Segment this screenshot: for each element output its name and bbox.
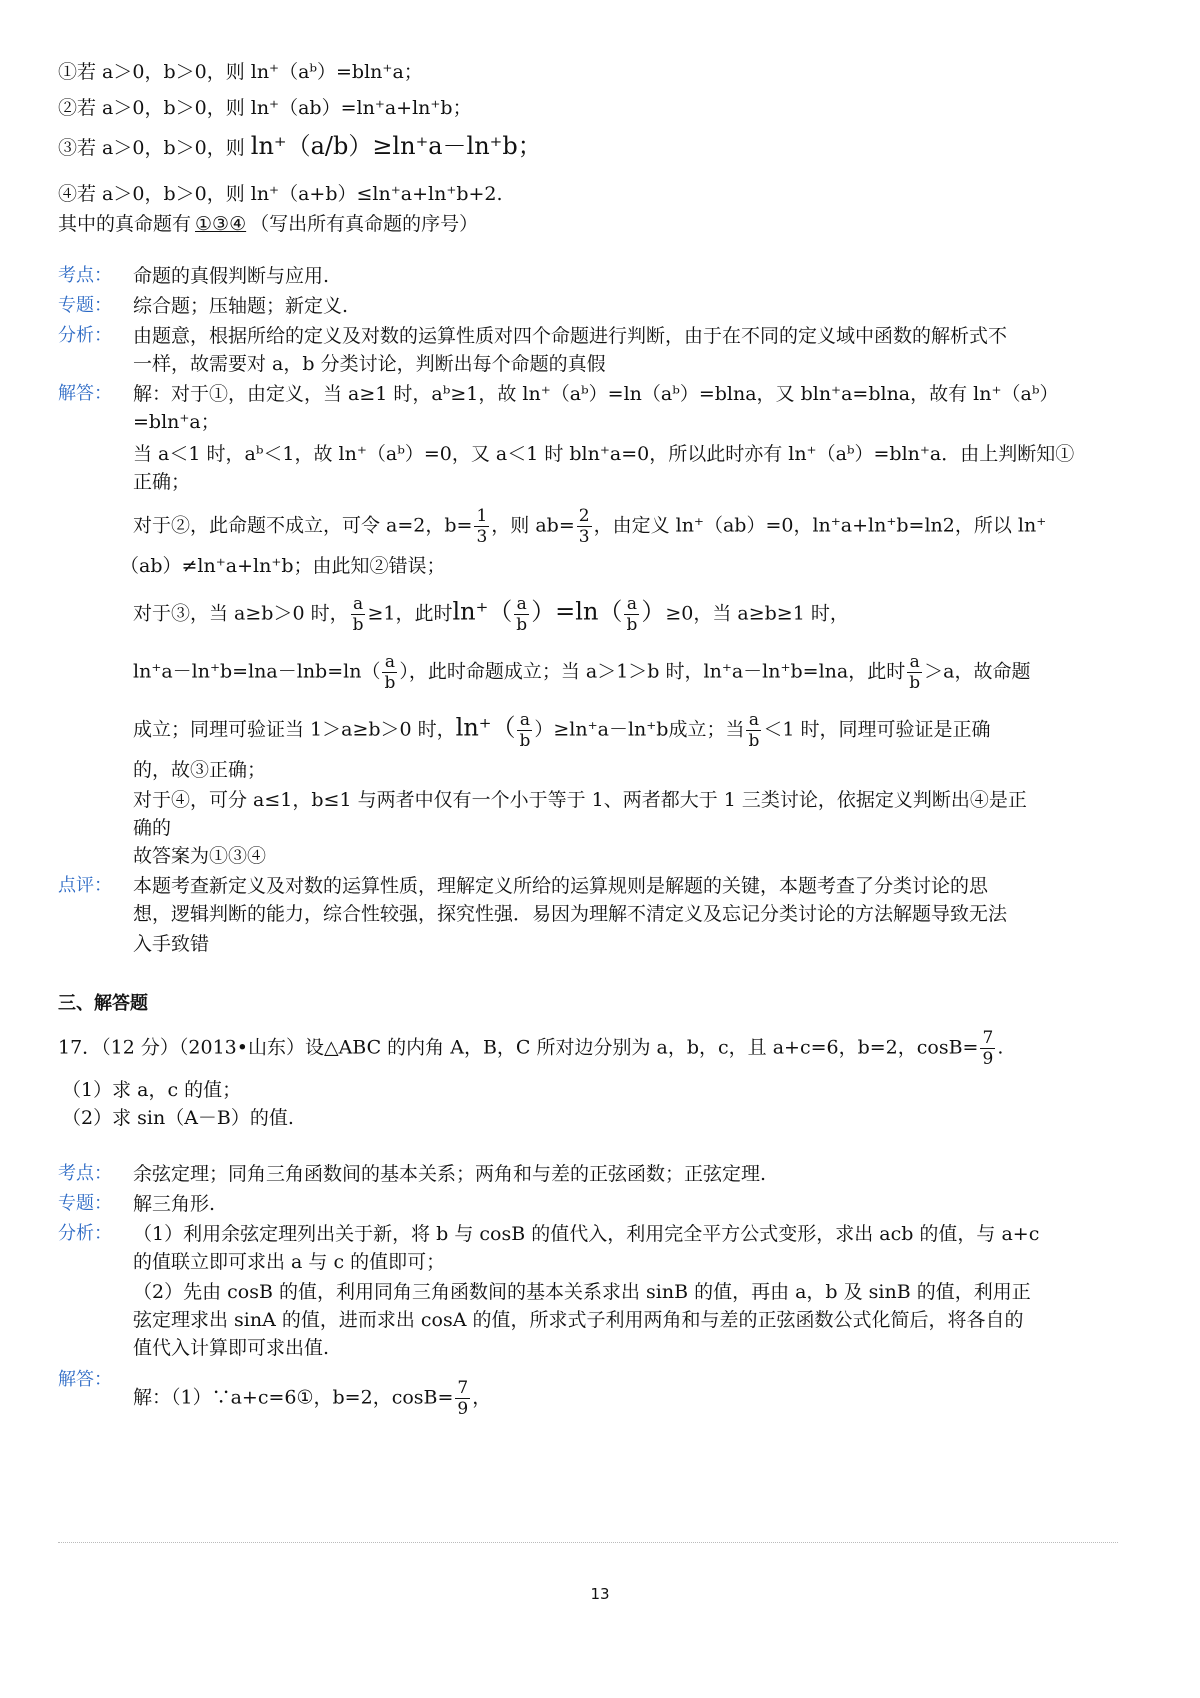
- statement-2: ②若 a＞0，b＞0，则 ln⁺（ab）=ln⁺a+ln⁺b；: [58, 97, 472, 119]
- fraction-a-over-b: [907, 652, 922, 693]
- q17-fenxi-line-1: （1）利用余弦定理列出关于新，将 b 与 cosB 的值代入，利用完全平方公式变形，求出 acb 的值，与 a+c: [133, 1223, 1040, 1245]
- frac-num: a: [351, 594, 366, 615]
- dianping-line-3: 入手致错: [133, 933, 210, 955]
- zhuanti-label: 专题：: [58, 295, 112, 316]
- statement-3: [58, 132, 542, 162]
- jieda-line-9: [133, 710, 991, 751]
- q17-part-1: （1）求 a，c 的值；: [62, 1079, 242, 1101]
- fraction-seven-ninths: [455, 1378, 470, 1419]
- j9-text-a: 成立；同理可验证当 1＞a≥b＞0 时，: [133, 718, 456, 741]
- jieda-line-1: 解：对于①，由定义，当 a≥1 时，aᵇ≥1，故 ln⁺（aᵇ）=ln（aᵇ）=blna，又 bln⁺a=blna，故有 ln⁺（aᵇ）: [133, 383, 1059, 405]
- j7-eq: ）=ln（: [531, 597, 623, 626]
- frac-num: a: [624, 594, 639, 615]
- section-title: 三、解答题: [58, 993, 148, 1014]
- q17-stem-text: 17．（12 分）（2013•山东）设△ABC 的内角 A，B，C 所对边分别为 a，b，c，且 a+c=6，b=2，: [58, 1036, 917, 1059]
- q17-fenxi-line-2: 的值联立即可求出 a 与 c 的值即可；: [133, 1251, 446, 1273]
- statement-4: ④若 a＞0，b＞0，则 ln⁺（a+b）≤ln⁺a+ln⁺b+2.: [58, 183, 503, 205]
- jieda-line-13: 故答案为①③④: [133, 845, 267, 867]
- zhuanti-text: 综合题；压轴题；新定义.: [133, 295, 349, 317]
- frac-den: b: [516, 615, 528, 635]
- j8-text-a: ln⁺a－ln⁺b=lna－lnb=ln（: [133, 660, 381, 683]
- fraction-a-over-b: [624, 594, 639, 635]
- q17-zhuanti-label: 专题：: [58, 1193, 112, 1214]
- j9-text-b: ）≥ln⁺a－ln⁺b成立；当: [534, 718, 745, 741]
- true-prefix: 其中的真命题有: [58, 213, 192, 235]
- jieda-line-8: [133, 652, 1030, 693]
- frac-den: b: [519, 731, 531, 751]
- frac-den: b: [384, 673, 396, 693]
- frac-den: 9: [982, 1049, 994, 1069]
- j9-text-c: ＜1 时，同理可验证是正确: [763, 718, 991, 741]
- fraction-one-third: [474, 506, 489, 547]
- q17-cosb: cosB=: [916, 1036, 979, 1059]
- frac-num: a: [746, 710, 761, 731]
- frac-num: a: [382, 652, 397, 673]
- frac-den: 9: [457, 1399, 469, 1419]
- jieda-line-6: （ab）≠ln⁺a+ln⁺b；由此知②错误；: [120, 555, 446, 577]
- frac-den: 3: [476, 527, 488, 547]
- j9-lnp: ln⁺（: [455, 713, 516, 742]
- q17-part-2: （2）求 sin（A－B）的值.: [62, 1107, 294, 1129]
- j7-lnp: ln⁺（: [452, 597, 513, 626]
- fenxi-line-2: 一样，故需要对 a，b 分类讨论，判断出每个命题的真假: [133, 353, 606, 375]
- jieda-line-11: 对于④，可分 a≤1，b≤1 与两者中仅有一个小于等于 1、两者都大于 1 三类讨论，依据定义判断出④是正: [133, 789, 1027, 811]
- frac-num: 2: [578, 506, 590, 526]
- jieda-line-2: =bln⁺a；: [133, 411, 220, 433]
- q17-jieda-line-1: [133, 1378, 491, 1419]
- frac-num: a: [517, 710, 532, 731]
- true-statements-line: [58, 210, 478, 238]
- dianping-line-1: 本题考查新定义及对数的运算性质，理解定义所给的运算规则是解题的关键，本题考查了分类讨论的思: [133, 875, 989, 897]
- jieda-line-12: 确的: [133, 817, 172, 839]
- true-suffix: （写出所有真命题的序号）: [250, 213, 479, 235]
- q17-fenxi-line-3: （2）先由 cosB 的值，利用同角三角函数间的基本关系求出 sinB 的值，再由 a，b 及 sinB 的值，利用正: [133, 1281, 1031, 1303]
- j7-text-b: ≥1，此时: [367, 602, 453, 625]
- fraction-two-thirds: [577, 506, 592, 547]
- j7-text-a: 对于③，当 a≥b＞0 时，: [133, 602, 349, 625]
- fraction-a-over-b: [514, 594, 529, 635]
- frac-den: b: [352, 615, 364, 635]
- j5-text-b: ，则 ab=: [491, 514, 575, 537]
- page-number: 13: [590, 1585, 610, 1603]
- q17-jieda-label: 解答：: [58, 1369, 112, 1390]
- frac-num: 7: [457, 1378, 469, 1398]
- jieda-line-5: [133, 506, 1046, 547]
- j5-text-a: 对于②，此命题不成立，可令 a=2，b=: [133, 514, 473, 537]
- jieda-line-10: 的，故③正确；: [133, 759, 267, 781]
- q17-jieda-comma: ，: [472, 1386, 492, 1409]
- frac-num: 7: [982, 1028, 994, 1048]
- q17-jieda-text: 解：（1）∵a+c=6①，b=2，cosB=: [133, 1386, 454, 1409]
- kaodian-label: 考点：: [58, 265, 112, 286]
- q17-kaodian-text: 余弦定理；同角三角函数间的基本关系；两角和与差的正弦函数；正弦定理.: [133, 1163, 767, 1185]
- frac-den: b: [748, 731, 760, 751]
- jieda-line-4: 正确；: [133, 471, 191, 493]
- q17-fenxi-line-5: 值代入计算即可求出值.: [133, 1337, 330, 1359]
- q17-fenxi-line-4: 弦定理求出 sinA 的值，进而求出 cosA 的值，所求式子利用两角和与差的正弦函数公式化简后，将各自的: [133, 1309, 1024, 1331]
- fenxi-line-1: 由题意，根据所给的定义及对数的运算性质对四个命题进行判断，由于在不同的定义域中函数的解析式不: [133, 325, 1008, 347]
- q17-kaodian-label: 考点：: [58, 1163, 112, 1184]
- fenxi-label: 分析：: [58, 325, 112, 346]
- q17-stem: 17．（12 分）（2013•山东）设△ABC 的内角 A，B，C 所对边分别为 a，b，c，且 a+c=6，b=2，cosB= $\frac{7}{9}$ .: [58, 1028, 1004, 1069]
- dianping-line-2: 想，逻辑判断的能力，综合性较强，探究性强．易因为理解不清定义及忘记分类讨论的方法解题导致无法: [133, 903, 1008, 925]
- dianping-label: 点评：: [58, 875, 112, 896]
- true-answer: ①③④: [195, 213, 247, 235]
- fraction-a-over-b: [382, 652, 397, 693]
- frac-den: b: [909, 673, 921, 693]
- frac-num: 1: [476, 506, 488, 526]
- fraction-a-over-b: [746, 710, 761, 751]
- frac-den: b: [626, 615, 638, 635]
- frac-num: a: [514, 594, 529, 615]
- j8-text-c: ＞a，故命题: [924, 660, 1031, 683]
- q17-zhuanti-text: 解三角形.: [133, 1193, 216, 1215]
- j5-text-c: ，由定义 ln⁺（ab）=0，ln⁺a+ln⁺b=ln2，所以 ln⁺: [593, 514, 1047, 537]
- statement-1: ①若 a＞0，b＞0，则 ln⁺（aᵇ）=bln⁺a；: [58, 61, 423, 83]
- fraction-a-over-b: [351, 594, 366, 635]
- frac-num: a: [907, 652, 922, 673]
- fraction-seven-ninths: [980, 1028, 995, 1069]
- j8-text-b: ），此时命题成立；当 a＞1＞b 时，ln⁺a－ln⁺b=lna，此时: [399, 660, 906, 683]
- jieda-line-7: [133, 594, 849, 635]
- fraction-a-over-b: [517, 710, 532, 751]
- statement-3-expr: ln⁺（a/b）≥ln⁺a－ln⁺b；: [250, 132, 542, 160]
- footer-divider: [58, 1542, 1118, 1543]
- jieda-line-3: 当 a＜1 时，aᵇ＜1，故 ln⁺（aᵇ）=0，又 a＜1 时 bln⁺a=0，所以此时亦有 ln⁺（aᵇ）=bln⁺a．由上判断知①: [133, 443, 1075, 465]
- j7-close: ）: [641, 597, 666, 626]
- frac-den: 3: [578, 527, 590, 547]
- jieda-label: 解答：: [58, 383, 112, 404]
- kaodian-text: 命题的真假判断与应用.: [133, 265, 330, 287]
- statement-3-text: ③若 a＞0，b＞0，则: [58, 137, 245, 159]
- q17-fenxi-label: 分析：: [58, 1223, 112, 1244]
- j7-text-c: ≥0，当 a≥b≥1 时，: [665, 602, 849, 625]
